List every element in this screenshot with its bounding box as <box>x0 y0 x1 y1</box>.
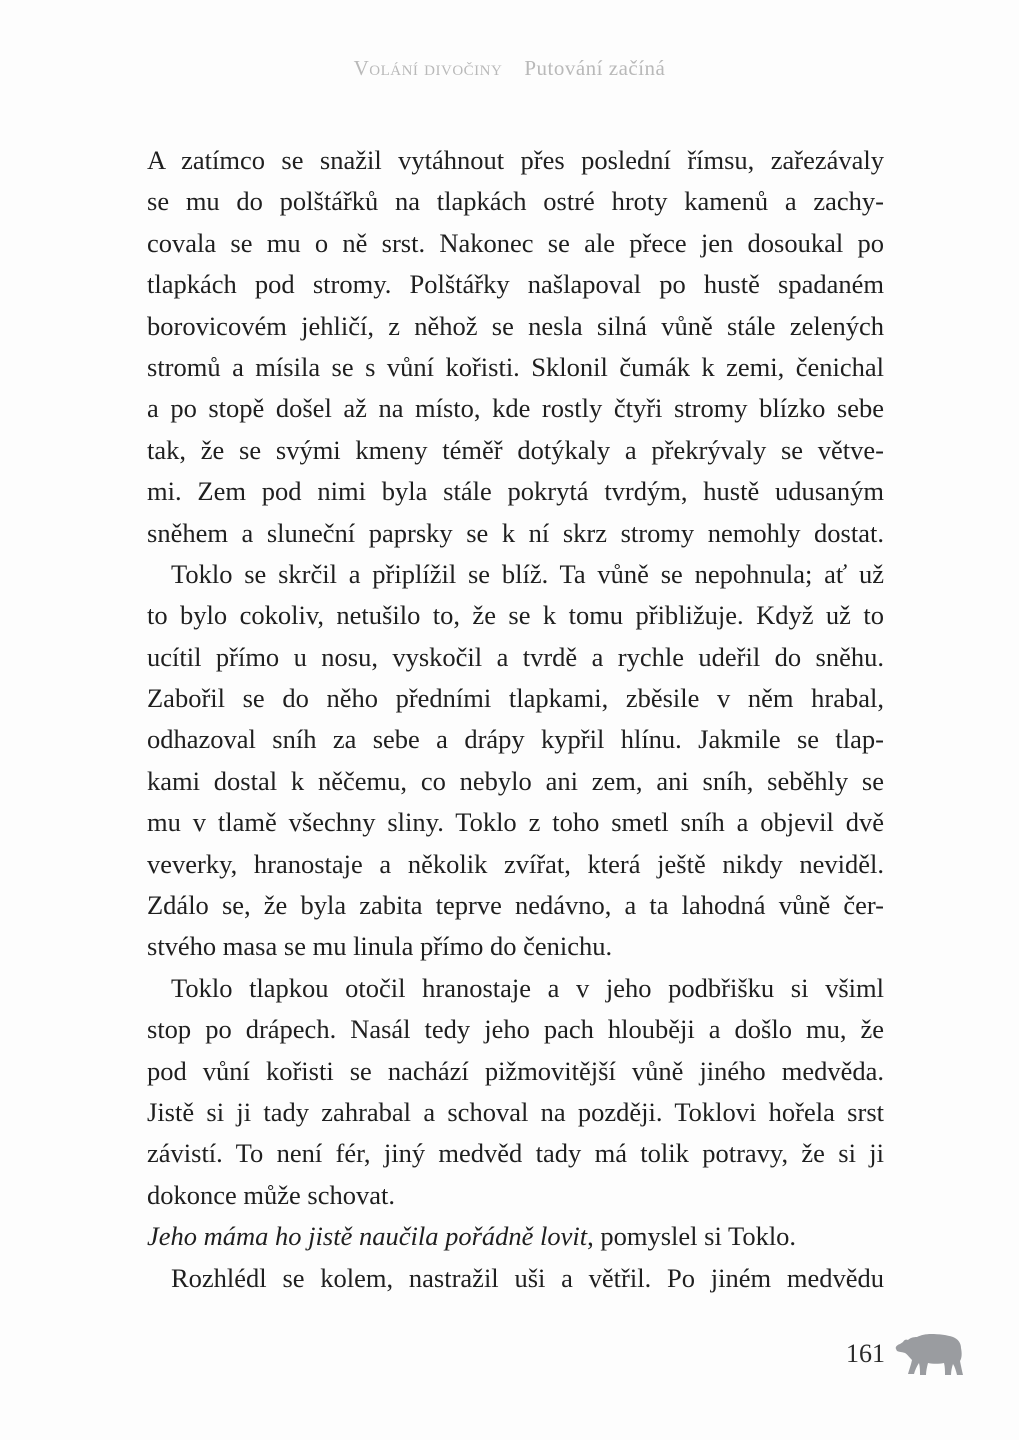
text-line: pod vůní kořisti se nachází pižmovitější vůně jiného medvěda. <box>147 1055 884 1086</box>
italic-thought: Jeho máma ho jistě naučila pořádně lovit <box>147 1221 588 1252</box>
text-line: Jistě si ji tady zahrabal a schoval na později. Toklovi hořela srst <box>147 1096 884 1127</box>
running-head <box>0 56 1019 81</box>
thought-line <box>147 1216 884 1257</box>
text-line: borovicovém jehličí, z něhož se nesla silná vůně stále zelených <box>147 310 884 341</box>
paragraph-end-line: dokonce může schovat. <box>147 1179 395 1210</box>
text-line: veverky, hranostaje a několik zvířat, která ještě nikdy neviděl. <box>147 848 884 879</box>
text-line: Zdálo se, že byla zabita teprve nedávno, a ta lahodná vůně čer- <box>147 890 884 921</box>
text-line: mi. Zem pod nimi byla stále pokrytá tvrdým, hustě udusaným <box>147 476 884 507</box>
page-number: 161 <box>846 1339 885 1368</box>
text-line: mu v tlamě všechny sliny. Toklo z toho smetl sníh a objevil dvě <box>147 807 884 838</box>
bear-icon <box>893 1330 965 1380</box>
paragraph-start-line: Toklo tlapkou otočil hranostaje a v jeho podbřišku si všiml <box>171 972 884 1003</box>
text-line: závistí. To není fér, jiný medvěd tady má tolik potravy, že si ji <box>147 1138 884 1169</box>
text-line: se mu do polštářků na tlapkách ostré hroty kamenů a zachy- <box>147 186 884 217</box>
paragraph-start-line: Toklo se skrčil a připlížil se blíž. Ta vůně se nepohnula; ať už <box>171 558 884 589</box>
thought-attribution: , pomyslel si Toklo. <box>587 1221 797 1252</box>
text-line: kami dostal k něčemu, co nebylo ani zem, ani sníh, seběhly se <box>147 765 884 796</box>
text-line: stromů a mísila se s vůní kořisti. Sklonil čumák k zemi, čenichal <box>147 351 884 382</box>
book-title: Volání divočiny <box>353 56 503 80</box>
text-line: tak, že se svými kmeny téměř dotýkaly a překrývaly se větve- <box>147 434 884 465</box>
text-line: to bylo cokoliv, netušilo to, že se k tomu přibližuje. Když už to <box>147 600 884 631</box>
text-line: covala se mu o ně srst. Nakonec se ale přece jen dosoukal po <box>147 227 884 258</box>
chapter-title: Putování začíná <box>524 56 666 80</box>
text-line: stop po drápech. Nasál tedy jeho pach hlouběji a došlo mu, že <box>147 1014 884 1045</box>
text-line: sněhem a sluneční paprsky se k ní skrz stromy nemohly dostat. <box>147 517 884 548</box>
text-line: Zabořil se do něho předními tlapkami, zběsile v něm hrabal, <box>147 683 884 714</box>
body-text <box>147 140 884 1299</box>
text-line: a po stopě došel až na místo, kde rostly čtyři stromy blízko sebe <box>147 393 884 424</box>
paragraph-start-line: Rozhlédl se kolem, nastražil uši a větřil. Po jiném medvědu <box>171 1262 884 1293</box>
text-line: tlapkách pod stromy. Polštářky našlapoval po hustě spadaném <box>147 269 884 300</box>
text-line: A zatímco se snažil vytáhnout přes poslední římsu, zařezávaly <box>147 145 884 175</box>
paragraph-end-line: stvého masa se mu linula přímo do čenichu. <box>147 931 613 962</box>
text-line: odhazoval sníh za sebe a drápy kypřil hlínu. Jakmile se tlap- <box>147 724 884 755</box>
text-line: ucítil přímo u nosu, vyskočil a tvrdě a rychle udeřil do sněhu. <box>147 641 884 672</box>
